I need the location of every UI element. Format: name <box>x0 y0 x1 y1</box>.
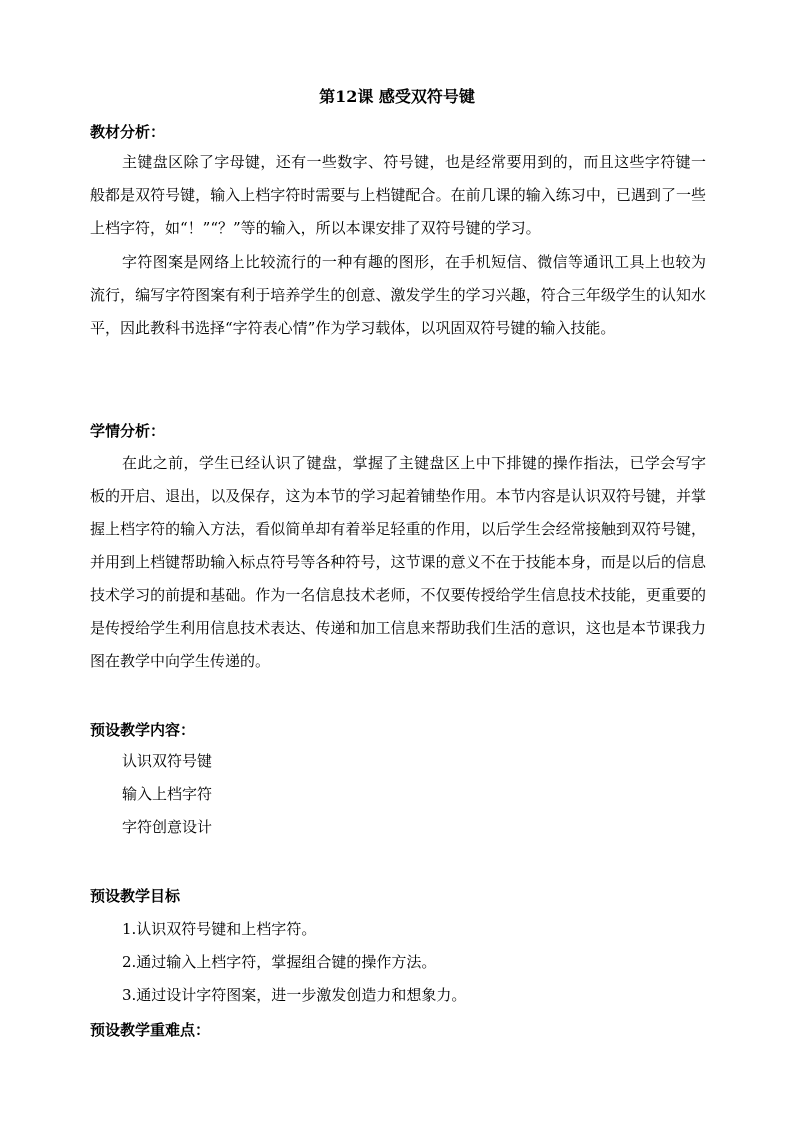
list-item: 字符创意设计 <box>122 818 213 836</box>
teaching-goals-list <box>122 913 466 1012</box>
list-item: 3.通过设计字符图案，进一步激发创造力和想象力。 <box>122 986 467 1004</box>
key-difficulties-heading: 预设教学重难点： <box>90 1021 211 1039</box>
list-item: 输入上档字符 <box>122 785 213 803</box>
lesson-title: 第12课 感受双符号键 <box>319 87 475 106</box>
material-analysis-paragraph-1: 主键盘区除了字母键，还有一些数字、符号键，也是经常要用到的，而且这些字符键一般都是双符号键，输入上档字符时需要与上档键配合。在前几课的输入练习中，已遇到了一些上档字符，如“！”“？”等的输入，所以本课安排了双符号键的学习。 <box>90 153 706 237</box>
list-item: 1.认识双符号键和上档字符。 <box>122 920 317 938</box>
material-analysis-heading: 教材分析： <box>90 123 166 141</box>
list-item: 认识双符号键 <box>122 752 213 770</box>
teaching-content-list <box>122 745 212 844</box>
student-analysis-paragraph: 在此之前，学生已经认识了键盘，掌握了主键盘区上中下排键的操作指法，已学会写字板的开启、退出，以及保存，这为本节的学习起着铺垫作用。本节内容是认识双符号键，并掌握上档字符的输入方法，看似简单却有着举足轻重的作用，以后学生会经常接触到双符号键，并用到上档键帮助输入标点符号等各种符号，这节课的意义不在于技能本身，而是以后的信息技术学习的前提和基础。作为一名信息技术老师，不仅要传授给学生信息技术技能，更重要的是传授给学生利用信息技术表达、传递和加工信息来帮助我们生活的意识，这也是本节课我力图在教学中向学生传递的。 <box>90 454 706 670</box>
list-item: 2.通过输入上档字符，掌握组合键的操作方法。 <box>122 953 437 971</box>
student-analysis-heading: 学情分析： <box>90 422 166 440</box>
teaching-content-heading: 预设教学内容： <box>90 721 196 739</box>
teaching-goals-heading: 预设教学目标 <box>90 887 181 905</box>
material-analysis-paragraph-2: 字符图案是网络上比较流行的一种有趣的图形，在手机短信、微信等通讯工具上也较为流行，编写字符图案有利于培养学生的创意、激发学生的学习兴趣，符合三年级学生的认知水平，因此教科书选择“字符表心情”作为学习载体，以巩固双符号键的输入技能。 <box>90 253 706 337</box>
